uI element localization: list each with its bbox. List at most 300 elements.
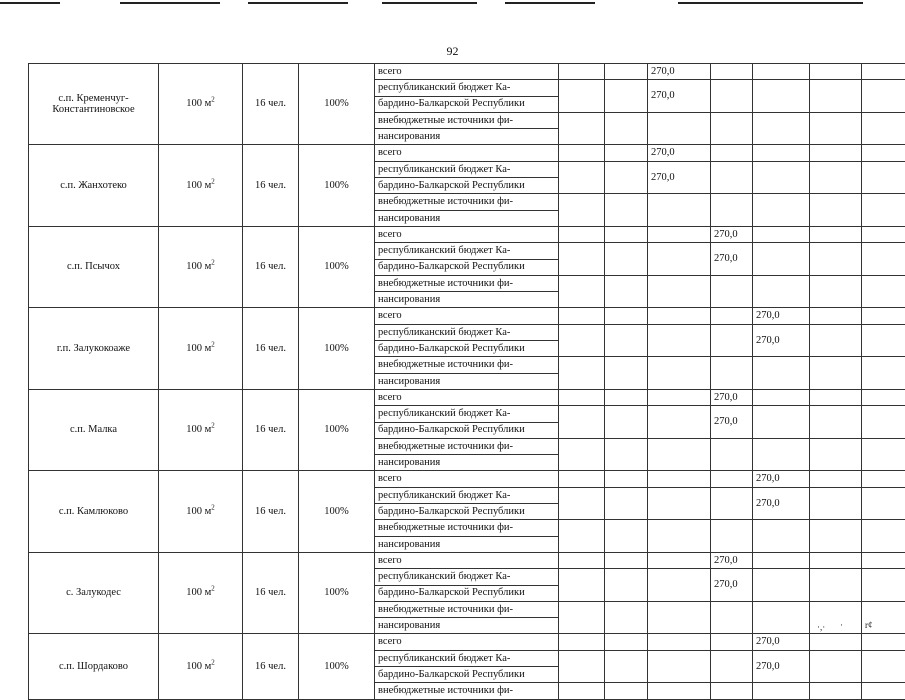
amount-cell	[605, 308, 648, 324]
area-value: 100 м	[186, 587, 211, 598]
area-unit-exponent: 2	[211, 503, 215, 511]
area-cell	[159, 552, 243, 633]
funding-source-cell	[375, 324, 559, 340]
funding-source-text: внебюджетные источники фи-	[378, 115, 513, 126]
amount-cell	[559, 569, 605, 602]
amount-cell	[648, 80, 711, 113]
amount-cell	[711, 389, 753, 405]
amount-cell	[753, 194, 810, 227]
area-cell	[159, 64, 243, 145]
amount-cell	[605, 552, 648, 568]
amount-cell	[605, 683, 648, 699]
percent-value: 100%	[324, 506, 349, 517]
funding-source-cell	[375, 406, 559, 422]
amount-cell	[862, 275, 905, 308]
amount-cell	[810, 569, 862, 602]
area-cell	[159, 226, 243, 307]
amount-cell	[753, 145, 810, 161]
area-value: 100 м	[186, 98, 211, 109]
amount-cell	[753, 80, 810, 113]
funding-source-cell	[375, 259, 559, 275]
funding-source-text: всего	[378, 147, 402, 158]
funding-source-cell	[375, 520, 559, 536]
percent-cell	[299, 145, 375, 226]
amount-cell	[559, 243, 605, 276]
amount-cell	[711, 438, 753, 471]
amount-cell	[711, 552, 753, 568]
amount-cell	[605, 145, 648, 161]
settlement-name: с.п. Шордаково	[59, 661, 128, 672]
amount-value: 270,0	[651, 172, 675, 183]
funding-source-cell	[375, 569, 559, 585]
amount-cell	[559, 634, 605, 650]
funding-source-text: внебюджетные источники фи-	[378, 359, 513, 370]
amount-cell	[605, 357, 648, 390]
table-row	[29, 389, 905, 405]
funding-source-cell	[375, 226, 559, 242]
amount-cell	[862, 438, 905, 471]
funding-source-text: республиканский бюджет Ка-	[378, 571, 510, 582]
amount-cell	[711, 112, 753, 145]
amount-cell	[753, 308, 810, 324]
amount-cell	[753, 487, 810, 520]
area-cell	[159, 145, 243, 226]
area-cell	[159, 471, 243, 552]
amount-cell	[753, 634, 810, 650]
amount-cell	[559, 161, 605, 194]
amount-cell	[810, 64, 862, 80]
area-unit-exponent: 2	[211, 177, 215, 185]
amount-cell	[862, 357, 905, 390]
amount-value: 270,0	[714, 555, 738, 566]
funding-source-text: внебюджетные источники фи-	[378, 522, 513, 533]
funding-source-text: нансирования	[378, 457, 440, 468]
amount-cell	[648, 324, 711, 357]
amount-cell	[711, 601, 753, 634]
amount-cell	[605, 569, 648, 602]
amount-cell	[711, 308, 753, 324]
amount-cell	[605, 275, 648, 308]
funding-source-text: внебюджетные источники фи-	[378, 196, 513, 207]
amount-cell	[648, 683, 711, 699]
percent-value: 100%	[324, 180, 349, 191]
funding-source-text: нансирования	[378, 294, 440, 305]
amount-cell	[605, 650, 648, 683]
amount-cell	[559, 389, 605, 405]
people-cell	[243, 552, 299, 633]
amount-cell	[862, 161, 905, 194]
top-scan-line	[0, 2, 60, 4]
funding-source-cell	[375, 471, 559, 487]
amount-cell	[648, 487, 711, 520]
people-value: 16 чел.	[255, 180, 286, 191]
amount-cell	[810, 552, 862, 568]
amount-cell	[648, 275, 711, 308]
people-cell	[243, 308, 299, 389]
funding-source-cell	[375, 292, 559, 308]
funding-source-cell	[375, 389, 559, 405]
amount-cell	[810, 275, 862, 308]
amount-value: 270,0	[756, 310, 780, 321]
amount-cell	[753, 601, 810, 634]
settlement-name-cell	[29, 389, 159, 470]
amount-cell	[605, 112, 648, 145]
amount-cell	[862, 145, 905, 161]
funding-source-cell	[375, 308, 559, 324]
funding-source-cell	[375, 585, 559, 601]
settlement-name-cell	[29, 226, 159, 307]
funding-source-cell	[375, 243, 559, 259]
funding-source-text: всего	[378, 555, 402, 566]
amount-cell	[810, 112, 862, 145]
area-unit-exponent: 2	[211, 585, 215, 593]
amount-cell	[559, 112, 605, 145]
area-value: 100 м	[186, 506, 211, 517]
amount-cell	[605, 634, 648, 650]
amount-cell	[753, 324, 810, 357]
amount-cell	[711, 243, 753, 276]
people-cell	[243, 226, 299, 307]
amount-cell	[648, 145, 711, 161]
people-value: 16 чел.	[255, 506, 286, 517]
amount-cell	[605, 80, 648, 113]
funding-source-cell	[375, 634, 559, 650]
amount-cell	[753, 406, 810, 439]
table-row	[29, 308, 905, 324]
funding-source-cell	[375, 275, 559, 291]
amount-cell	[711, 650, 753, 683]
amount-cell	[810, 308, 862, 324]
funding-source-text: всего	[378, 229, 402, 240]
amount-cell	[648, 357, 711, 390]
amount-cell	[648, 471, 711, 487]
settlement-name: с.п. Жанхотеко	[60, 180, 127, 191]
funding-source-cell	[375, 161, 559, 177]
amount-cell	[862, 634, 905, 650]
area-unit-exponent: 2	[211, 259, 215, 267]
amount-cell	[648, 308, 711, 324]
amount-cell	[648, 569, 711, 602]
settlement-name-cell	[29, 145, 159, 226]
amount-cell	[559, 324, 605, 357]
area-value: 100 м	[186, 180, 211, 191]
amount-cell	[753, 520, 810, 553]
amount-cell	[711, 471, 753, 487]
funding-source-text: республиканский бюджет Ка-	[378, 327, 510, 338]
amount-cell	[711, 275, 753, 308]
funding-source-text: республиканский бюджет Ка-	[378, 245, 510, 256]
funding-source-text: республиканский бюджет Ка-	[378, 82, 510, 93]
funding-source-text: бардино-Балкарской Республики	[378, 587, 525, 598]
amount-cell	[605, 520, 648, 553]
amount-cell	[605, 406, 648, 439]
amount-cell	[753, 683, 810, 699]
amount-value: 270,0	[651, 147, 675, 158]
amount-value: 270,0	[756, 473, 780, 484]
amount-cell	[648, 438, 711, 471]
amount-cell	[810, 471, 862, 487]
funding-source-text: нансирования	[378, 376, 440, 387]
funding-source-cell	[375, 96, 559, 112]
amount-cell	[810, 226, 862, 242]
funding-source-text: всего	[378, 66, 402, 77]
top-scan-line	[382, 2, 477, 4]
amount-value: 270,0	[714, 253, 738, 264]
amount-cell	[862, 552, 905, 568]
settlement-name-cell	[29, 552, 159, 633]
amount-cell	[810, 650, 862, 683]
funding-source-text: внебюджетные источники фи-	[378, 278, 513, 289]
amount-cell	[753, 161, 810, 194]
settlement-name-cell	[29, 308, 159, 389]
top-scan-line	[678, 2, 863, 4]
funding-source-cell	[375, 601, 559, 617]
amount-cell	[605, 438, 648, 471]
percent-value: 100%	[324, 424, 349, 435]
funding-source-cell	[375, 650, 559, 666]
settlement-name: с.п. Кременчуг-	[58, 93, 128, 104]
scan-mark: ·,·	[817, 622, 825, 632]
amount-cell	[648, 243, 711, 276]
amount-cell	[559, 194, 605, 227]
amount-cell	[753, 552, 810, 568]
amount-cell	[711, 161, 753, 194]
funding-source-cell	[375, 666, 559, 682]
percent-value: 100%	[324, 261, 349, 272]
funding-source-text: всего	[378, 310, 402, 321]
amount-cell	[862, 80, 905, 113]
area-unit-exponent: 2	[211, 340, 215, 348]
funding-source-cell	[375, 210, 559, 226]
funding-source-cell	[375, 129, 559, 145]
funding-source-cell	[375, 80, 559, 96]
percent-value: 100%	[324, 587, 349, 598]
amount-cell	[559, 552, 605, 568]
funding-source-text: нансирования	[378, 131, 440, 142]
amount-value: 270,0	[714, 392, 738, 403]
funding-source-text: бардино-Балкарской Республики	[378, 506, 525, 517]
percent-cell	[299, 308, 375, 389]
amount-cell	[810, 634, 862, 650]
amount-cell	[711, 145, 753, 161]
area-value: 100 м	[186, 261, 211, 272]
scan-mark: r¢	[865, 620, 873, 630]
amount-cell	[559, 471, 605, 487]
amount-cell	[810, 520, 862, 553]
funding-source-text: республиканский бюджет Ка-	[378, 164, 510, 175]
funding-source-text: всего	[378, 473, 402, 484]
amount-cell	[862, 406, 905, 439]
settlement-name: с. Залукодес	[66, 587, 121, 598]
amount-cell	[810, 389, 862, 405]
people-value: 16 чел.	[255, 424, 286, 435]
amount-cell	[605, 601, 648, 634]
amount-cell	[605, 226, 648, 242]
amount-cell	[605, 324, 648, 357]
amount-cell	[862, 520, 905, 553]
amount-cell	[648, 64, 711, 80]
people-cell	[243, 634, 299, 699]
amount-cell	[711, 80, 753, 113]
amount-cell	[711, 194, 753, 227]
amount-cell	[711, 406, 753, 439]
funding-source-text: бардино-Балкарской Республики	[378, 669, 525, 680]
area-value: 100 м	[186, 343, 211, 354]
funding-source-text: нансирования	[378, 620, 440, 631]
settlement-name: с.п. Камлюково	[59, 506, 128, 517]
amount-cell	[605, 243, 648, 276]
amount-cell	[810, 683, 862, 699]
people-value: 16 чел.	[255, 98, 286, 109]
percent-cell	[299, 389, 375, 470]
amount-cell	[605, 487, 648, 520]
funding-source-cell	[375, 536, 559, 552]
amount-value: 270,0	[714, 229, 738, 240]
amount-cell	[862, 324, 905, 357]
amount-value: 270,0	[756, 636, 780, 647]
funding-source-text: всего	[378, 636, 402, 647]
amount-cell	[711, 357, 753, 390]
amount-cell	[711, 634, 753, 650]
amount-cell	[753, 64, 810, 80]
funding-source-cell	[375, 487, 559, 503]
amount-cell	[605, 194, 648, 227]
amount-cell	[559, 308, 605, 324]
amount-cell	[648, 161, 711, 194]
amount-cell	[559, 80, 605, 113]
amount-cell	[559, 145, 605, 161]
amount-cell	[862, 569, 905, 602]
funding-source-text: республиканский бюджет Ка-	[378, 653, 510, 664]
amount-cell	[810, 194, 862, 227]
amount-cell	[810, 243, 862, 276]
funding-source-text: бардино-Балкарской Республики	[378, 424, 525, 435]
area-cell	[159, 308, 243, 389]
area-value: 100 м	[186, 661, 211, 672]
amount-cell	[862, 194, 905, 227]
top-scan-line	[248, 2, 348, 4]
funding-source-text: бардино-Балкарской Республики	[378, 343, 525, 354]
amount-cell	[862, 243, 905, 276]
funding-source-cell	[375, 178, 559, 194]
amount-cell	[753, 438, 810, 471]
amount-value: 270,0	[756, 661, 780, 672]
amount-cell	[810, 438, 862, 471]
amount-cell	[648, 601, 711, 634]
amount-cell	[711, 683, 753, 699]
funding-source-text: внебюджетные источники фи-	[378, 441, 513, 452]
funding-source-cell	[375, 112, 559, 128]
percent-cell	[299, 552, 375, 633]
amount-cell	[753, 226, 810, 242]
people-value: 16 чел.	[255, 261, 286, 272]
amount-cell	[648, 634, 711, 650]
settlement-name: с.п. Псычох	[67, 261, 120, 272]
funding-source-text: бардино-Балкарской Республики	[378, 180, 525, 191]
table-row	[29, 64, 905, 80]
amount-cell	[810, 80, 862, 113]
funding-source-text: всего	[378, 392, 402, 403]
funding-source-cell	[375, 341, 559, 357]
area-cell	[159, 389, 243, 470]
funding-source-cell	[375, 194, 559, 210]
funding-source-cell	[375, 145, 559, 161]
amount-cell	[862, 487, 905, 520]
area-cell	[159, 634, 243, 699]
percent-cell	[299, 471, 375, 552]
amount-cell	[559, 438, 605, 471]
funding-source-text: внебюджетные источники фи-	[378, 685, 513, 696]
amount-cell	[810, 145, 862, 161]
funding-source-text: бардино-Балкарской Республики	[378, 261, 525, 272]
amount-cell	[559, 650, 605, 683]
amount-cell	[605, 471, 648, 487]
funding-source-text: внебюджетные источники фи-	[378, 604, 513, 615]
amount-cell	[559, 683, 605, 699]
amount-cell	[711, 226, 753, 242]
amount-cell	[711, 569, 753, 602]
people-value: 16 чел.	[255, 343, 286, 354]
amount-cell	[648, 194, 711, 227]
people-value: 16 чел.	[255, 587, 286, 598]
top-scan-line	[505, 2, 595, 4]
scan-mark: ·	[840, 620, 843, 630]
funding-source-text: республиканский бюджет Ка-	[378, 408, 510, 419]
amount-cell	[753, 243, 810, 276]
amount-cell	[753, 275, 810, 308]
amount-cell	[862, 683, 905, 699]
funding-source-cell	[375, 64, 559, 80]
funding-source-cell	[375, 504, 559, 520]
amount-cell	[862, 226, 905, 242]
amount-cell	[648, 226, 711, 242]
amount-cell	[810, 357, 862, 390]
settlement-name: г.п. Залукокоаже	[57, 343, 130, 354]
table-row	[29, 634, 905, 650]
table-row	[29, 226, 905, 242]
funding-source-cell	[375, 618, 559, 634]
amount-cell	[648, 406, 711, 439]
amount-value: 270,0	[714, 416, 738, 427]
amount-cell	[753, 357, 810, 390]
amount-cell	[605, 161, 648, 194]
table-row	[29, 552, 905, 568]
people-cell	[243, 471, 299, 552]
table-row	[29, 145, 905, 161]
percent-value: 100%	[324, 98, 349, 109]
amount-cell	[753, 471, 810, 487]
people-value: 16 чел.	[255, 661, 286, 672]
amount-cell	[810, 487, 862, 520]
amount-cell	[559, 601, 605, 634]
amount-cell	[810, 161, 862, 194]
page-number: 92	[0, 44, 905, 59]
amount-cell	[559, 406, 605, 439]
amount-cell	[648, 650, 711, 683]
amount-value: 270,0	[651, 90, 675, 101]
amount-cell	[559, 487, 605, 520]
percent-cell	[299, 64, 375, 145]
amount-cell	[559, 357, 605, 390]
settlement-name-cell	[29, 64, 159, 145]
amount-cell	[711, 487, 753, 520]
amount-cell	[648, 520, 711, 553]
amount-cell	[605, 389, 648, 405]
amount-cell	[559, 275, 605, 308]
amount-cell	[862, 112, 905, 145]
amount-cell	[753, 112, 810, 145]
funding-source-cell	[375, 552, 559, 568]
